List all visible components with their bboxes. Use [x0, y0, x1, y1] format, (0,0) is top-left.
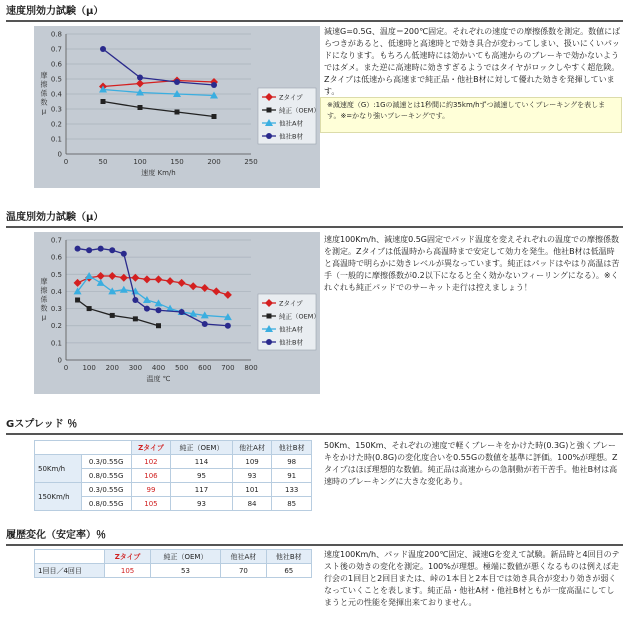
data-point	[212, 287, 220, 295]
divider	[6, 544, 623, 546]
series-line	[78, 300, 159, 326]
header-brand-a: 他社A材	[232, 441, 272, 455]
empty-cell	[35, 441, 132, 455]
value-cell: 99	[131, 483, 171, 497]
x-tick-label: 0	[63, 158, 69, 166]
data-point	[121, 251, 127, 257]
data-point	[120, 286, 128, 293]
data-point	[87, 306, 92, 311]
y-tick-label: 0.3	[50, 305, 62, 314]
data-point	[155, 275, 163, 283]
value-cell: 91	[272, 469, 312, 483]
y-axis-label: 擦	[40, 80, 48, 89]
legend-label: Zタイプ	[279, 93, 303, 102]
data-point	[109, 247, 115, 253]
data-point	[133, 316, 138, 321]
x-axis-label: 速度 Km/h	[141, 169, 176, 177]
data-point	[98, 246, 104, 252]
data-point	[201, 284, 209, 292]
temp-friction-chart	[34, 232, 320, 394]
legend-label: 他社B材	[279, 338, 303, 347]
data-point	[74, 279, 82, 287]
empty-cell	[35, 550, 105, 564]
x-tick-label: 200	[207, 158, 221, 166]
y-tick-label: 0.6	[50, 60, 62, 69]
data-point	[266, 339, 272, 345]
header-oem: 純正（OEM）	[150, 550, 221, 564]
y-tick-label: 0.6	[50, 253, 62, 262]
y-axis-label: 係	[40, 295, 48, 304]
speed-description: 減速G=0.5G、温度＝200℃固定。それぞれの速度での摩擦係数を測定。数値にばらつきがあると、低速時と高速時とで効き具合が変わってしまい、扱いにくいパッドになります。もちろん低速時には効かいても高速からのブレーキで効かないようではダメ。また逆に高速時に効きすぎるようではタイヤがロックしやすく超危険。Zタイプは低速から高速まで純正品・他社B材に対して優れた効きを発揮しています。	[324, 27, 621, 96]
history-table	[34, 549, 312, 578]
y-tick-label: 0.2	[50, 120, 62, 129]
series-line	[103, 90, 214, 96]
y-tick-label: 0.4	[50, 287, 62, 296]
value-cell: 65	[266, 564, 311, 578]
history-description: 速度100Km/h、パッド温度200℃固定、減速Gを変えて試験。新品時と4回目のテスト後の効きの変化を測定。100%が理想。極端に数値が悪くなるものは例えば走行会の1回目と2回目または、峠の1本目と2本目では効き具合が変わり効きが弱くなっていくことを表します。純正品・他社A材・他社B材ともが一度高温にしてしまうと元の性能を発揮出来ておりません。	[324, 550, 620, 607]
value-cell: 85	[272, 497, 312, 511]
data-point	[166, 277, 174, 285]
header-ztype: Zタイプ	[105, 550, 150, 564]
y-axis-label: μ	[41, 313, 47, 322]
y-tick-label: 0.5	[50, 75, 62, 84]
value-cell: 133	[272, 483, 312, 497]
data-point	[100, 46, 106, 52]
data-point	[189, 282, 197, 290]
speed-friction-chart	[34, 26, 320, 188]
g-label: 0.3/0.55G	[81, 483, 131, 497]
value-cell: 105	[131, 497, 171, 511]
data-point	[202, 321, 208, 327]
speed-label: 50Km/h	[35, 455, 82, 483]
header-oem: 純正（OEM）	[171, 441, 233, 455]
value-cell: 101	[232, 483, 272, 497]
data-point	[224, 291, 232, 299]
data-point	[75, 298, 80, 303]
x-tick-label: 400	[151, 364, 166, 372]
table-header-row	[35, 441, 312, 455]
data-point	[178, 279, 186, 287]
value-cell: 117	[171, 483, 233, 497]
data-point	[267, 108, 272, 113]
data-point	[101, 99, 106, 104]
data-point	[75, 246, 81, 252]
speed-label: 150Km/h	[35, 483, 82, 511]
legend-label: Zタイプ	[279, 299, 303, 308]
legend-label: 純正（OEM）	[279, 312, 320, 321]
header-brand-a: 他社A材	[221, 550, 266, 564]
y-tick-label: 0	[57, 356, 62, 365]
value-cell: 102	[131, 455, 171, 469]
y-tick-label: 0.7	[50, 236, 62, 245]
data-point	[138, 105, 143, 110]
table-row	[35, 483, 312, 497]
divider	[6, 20, 623, 22]
value-cell: 84	[232, 497, 272, 511]
data-point	[97, 279, 105, 286]
data-point	[267, 314, 272, 319]
x-tick-label: 200	[105, 364, 119, 372]
x-tick-label: 0	[63, 364, 69, 372]
y-axis-label: 係	[40, 89, 48, 98]
y-tick-label: 0.7	[50, 45, 62, 54]
value-cell: 93	[232, 469, 272, 483]
x-axis-label: 温度 ℃	[146, 375, 171, 383]
y-tick-label: 0.2	[50, 322, 62, 331]
y-axis-label: 摩	[40, 277, 48, 286]
table-row	[35, 564, 312, 578]
deceleration-note: ※減速度（G）:1Gの減速とは1秒間に約35km/hずつ減速していくブレーキングを表します。※=かなり強いブレーキングです。	[320, 97, 622, 133]
data-point	[131, 274, 139, 282]
divider	[6, 226, 623, 228]
y-tick-label: 0.1	[50, 339, 62, 348]
data-point	[225, 323, 231, 329]
legend-label: 他社A材	[279, 325, 303, 334]
legend-label: 他社A材	[279, 119, 303, 128]
header-ztype: Zタイプ	[131, 441, 171, 455]
y-tick-label: 0.1	[50, 135, 62, 144]
x-tick-label: 100	[133, 158, 147, 166]
x-tick-label: 600	[198, 364, 212, 372]
row-label: 1回目／4回目	[35, 564, 105, 578]
x-tick-label: 300	[128, 364, 143, 372]
value-cell: 106	[131, 469, 171, 483]
data-point	[212, 114, 217, 119]
legend	[258, 88, 320, 144]
data-point	[132, 297, 138, 303]
data-point	[143, 275, 151, 283]
y-tick-label: 0.4	[50, 90, 62, 99]
gspread-table	[34, 440, 312, 511]
divider	[6, 433, 623, 435]
value-cell: 105	[105, 564, 150, 578]
x-tick-label: 500	[174, 364, 189, 372]
header-brand-b: 他社B材	[272, 441, 312, 455]
x-tick-label: 700	[221, 364, 235, 372]
chart-svg	[34, 232, 320, 394]
value-cell: 53	[150, 564, 221, 578]
data-point	[156, 323, 161, 328]
table-header-row	[35, 550, 312, 564]
temp-section-title: 温度別効力試験（μ）	[6, 212, 104, 223]
y-tick-label: 0.5	[50, 270, 62, 279]
data-point	[211, 82, 217, 88]
header-brand-b: 他社B材	[266, 550, 311, 564]
data-point	[85, 272, 93, 279]
x-tick-label: 150	[170, 158, 184, 166]
value-cell: 93	[171, 497, 233, 511]
data-point	[144, 306, 150, 312]
series-line	[103, 49, 214, 85]
data-point	[86, 247, 92, 253]
g-label: 0.3/0.55G	[81, 455, 131, 469]
data-point	[137, 75, 143, 81]
value-cell: 114	[171, 455, 233, 469]
speed-section-title: 速度別効力試験（μ）	[6, 6, 104, 17]
table-row	[35, 455, 312, 469]
y-axis-label: 数	[40, 304, 48, 313]
legend	[258, 294, 320, 350]
data-point	[174, 79, 180, 85]
data-point	[175, 110, 180, 115]
data-point	[97, 272, 105, 280]
gspread-section-title: Gスプレッド ％	[6, 419, 78, 430]
g-label: 0.8/0.55G	[81, 469, 131, 483]
y-axis-label: 数	[40, 98, 48, 107]
data-point	[266, 133, 272, 139]
x-tick-label: 100	[82, 364, 96, 372]
y-axis-label: 擦	[40, 286, 48, 295]
y-tick-label: 0.8	[50, 30, 62, 39]
y-axis-label: 摩	[40, 71, 48, 80]
data-point	[136, 80, 144, 88]
legend-label: 純正（OEM）	[279, 106, 320, 115]
value-cell: 109	[232, 455, 272, 469]
x-tick-label: 50	[98, 158, 108, 166]
y-tick-label: 0	[57, 150, 62, 159]
data-point	[179, 309, 185, 315]
history-section-title: 履歴変化（安定率）％	[6, 530, 106, 541]
data-point	[156, 307, 162, 313]
data-point	[110, 313, 115, 318]
x-tick-label: 250	[244, 158, 258, 166]
gspread-description: 50Km、150Km、それぞれの速度で軽くブレーキをかけた時(0.3G)と強くブレーキをかけた時(0.8G)の変化度合いを0.55Gの数値を基準に評価。100%が理想。Zタイプはほぼ理想的な数値。純正品は高速からの急制動が若干苦手。他社B材は高速時のブレーキングに大きな変化あり。	[324, 441, 618, 486]
x-tick-label: 800	[244, 364, 258, 372]
y-tick-label: 0.3	[50, 105, 62, 114]
value-cell: 98	[272, 455, 312, 469]
data-point	[108, 272, 116, 280]
legend-label: 他社B材	[279, 132, 303, 141]
g-label: 0.8/0.55G	[81, 497, 131, 511]
data-point	[143, 296, 151, 303]
value-cell: 95	[171, 469, 233, 483]
temp-description: 速度100Km/h、減速度0.5G固定でパッド温度を変えそれぞれの温度での摩擦係数を測定。Zタイプは低温時から高温時まで安定して効力を発生。他社B材は低温時と高温時で明らかに効きレベルが異なっています。純正はパッドはやはり高温は苦手（一般的に摩擦係数が0.2以下になると全く効かないフィーリングになる）。※くれぐれも純正パッドでのサーキット走行は控えましょう！	[324, 235, 620, 292]
chart-svg	[34, 26, 320, 188]
data-point	[120, 274, 128, 282]
value-cell: 70	[221, 564, 266, 578]
y-axis-label: μ	[41, 107, 47, 116]
series-2	[99, 86, 218, 99]
